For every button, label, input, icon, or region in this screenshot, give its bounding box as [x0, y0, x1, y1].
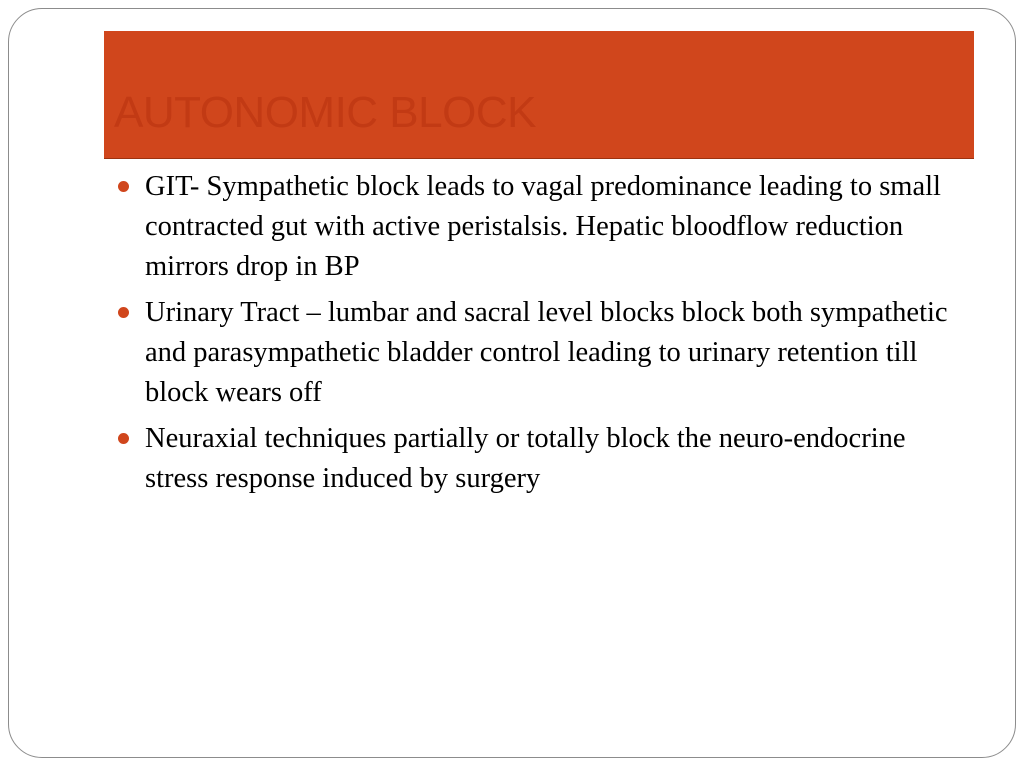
bullet-dot-icon: [118, 307, 129, 318]
slide-title: AUTONOMIC BLOCK: [114, 88, 536, 137]
bullet-item-urinary-tract: [114, 293, 964, 413]
bullet-dot-icon: [118, 433, 129, 444]
slide: [8, 8, 1016, 758]
bullet-dot-icon: [118, 181, 129, 192]
bullet-text: GIT- Sympathetic block leads to vagal predominance leading to small contracted gut with active peristalsis. Hepatic bloodflow reduction mirrors drop in BP: [145, 171, 941, 282]
bullet-item-git: [114, 167, 964, 287]
title-banner: [104, 31, 974, 159]
bullet-text: Neuraxial techniques partially or totally block the neuro-endocrine stress response induced by surgery: [145, 423, 906, 494]
bullet-list: [114, 167, 964, 505]
bullet-text: Urinary Tract – lumbar and sacral level blocks block both sympathetic and parasympathetic bladder control leading to urinary retention till block wears off: [145, 297, 948, 408]
bullet-item-neuraxial: [114, 419, 964, 499]
